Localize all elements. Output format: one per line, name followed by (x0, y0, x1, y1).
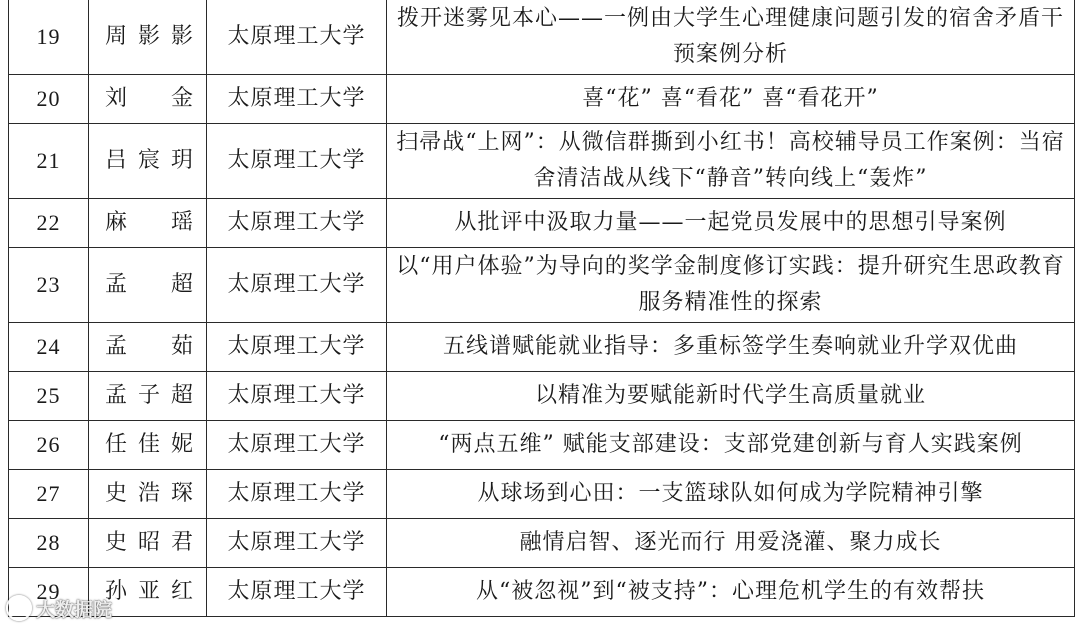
case-title: 从球场到心田：一支篮球队如何成为学院精神引擎 (387, 470, 1075, 519)
name-char: 琛 (170, 481, 194, 506)
name-char: 昭 (137, 530, 161, 555)
person-name (89, 0, 207, 75)
school-name: 太原理工大学 (207, 248, 387, 323)
case-title: 融情启智、逐光而行 用爱浇灌、聚力成长 (387, 519, 1075, 568)
row-number: 26 (9, 421, 89, 470)
name-char: 史 (105, 530, 129, 555)
person-name (89, 470, 207, 519)
name-char: 刘 (105, 86, 129, 111)
row-number: 19 (9, 0, 89, 75)
case-title: 从“被忽视”到“被支持”：心理危机学生的有效帮扶 (387, 568, 1075, 617)
name-char: 妮 (170, 432, 194, 457)
name-char: 佳 (137, 432, 161, 457)
person-name (89, 421, 207, 470)
person-name (89, 568, 207, 617)
person-name (89, 199, 207, 248)
name-char: 超 (170, 272, 194, 297)
name-char: 吕 (105, 148, 129, 173)
case-title: 喜“花” 喜“看花” 喜“看花开” (387, 75, 1075, 124)
name-char: 浩 (137, 481, 161, 506)
table-row (9, 0, 1075, 75)
row-number: 23 (9, 248, 89, 323)
person-name (89, 75, 207, 124)
row-number: 25 (9, 372, 89, 421)
table-row (9, 323, 1075, 372)
table-row (9, 519, 1075, 568)
person-name (89, 323, 207, 372)
table-row (9, 248, 1075, 323)
table-row (9, 199, 1075, 248)
school-name: 太原理工大学 (207, 0, 387, 75)
watermark-text: 大数据院 (36, 598, 113, 621)
school-name: 太原理工大学 (207, 75, 387, 124)
name-char: 瑶 (170, 210, 194, 235)
case-title: 拨开迷雾见本心——一例由大学生心理健康问题引发的宿舍矛盾干预案例分析 (387, 0, 1075, 75)
name-char: 孟 (105, 272, 129, 297)
case-title: 以“用户体验”为导向的奖学金制度修订实践：提升研究生思政教育服务精准性的探索 (387, 248, 1075, 323)
case-title: “两点五维” 赋能支部建设：支部党建创新与育人实践案例 (387, 421, 1075, 470)
school-name: 太原理工大学 (207, 519, 387, 568)
row-number: 24 (9, 323, 89, 372)
name-char: 周 (105, 24, 129, 49)
table-row (9, 568, 1075, 617)
row-number: 29 (9, 568, 89, 617)
name-char: 亚 (137, 579, 161, 604)
case-title: 从批评中汲取力量——一起党员发展中的思想引导案例 (387, 199, 1075, 248)
person-name (89, 124, 207, 199)
table-row (9, 470, 1075, 519)
table-row (9, 75, 1075, 124)
name-char: 超 (170, 383, 194, 408)
name-char: 子 (137, 383, 161, 408)
person-name (89, 248, 207, 323)
name-char: 孙 (105, 579, 129, 604)
name-char: 任 (105, 432, 129, 457)
school-name: 太原理工大学 (207, 124, 387, 199)
case-title: 以精准为要赋能新时代学生高质量就业 (387, 372, 1075, 421)
table-body (9, 0, 1075, 617)
name-char: 金 (170, 86, 194, 111)
name-char: 麻 (105, 210, 129, 235)
name-char: 君 (170, 530, 194, 555)
award-list-table (8, 0, 1075, 617)
school-name: 太原理工大学 (207, 372, 387, 421)
name-char: 史 (105, 481, 129, 506)
row-number: 27 (9, 470, 89, 519)
name-char: 孟 (105, 334, 129, 359)
name-char: 玥 (170, 148, 194, 173)
row-number: 21 (9, 124, 89, 199)
name-char: 影 (137, 24, 161, 49)
name-char: 红 (170, 579, 194, 604)
table-row (9, 372, 1075, 421)
person-name (89, 372, 207, 421)
case-title: 扫帚战“上网”：从微信群撕到小红书！高校辅导员工作案例：当宿舍清洁战从线下“静音”转向线上“轰炸” (387, 124, 1075, 199)
case-title: 五线谱赋能就业指导：多重标签学生奏响就业升学双优曲 (387, 323, 1075, 372)
name-char: 影 (170, 24, 194, 49)
table-row (9, 124, 1075, 199)
row-number: 28 (9, 519, 89, 568)
row-number: 20 (9, 75, 89, 124)
name-char: 孟 (105, 383, 129, 408)
school-name: 太原理工大学 (207, 470, 387, 519)
name-char: 宸 (137, 148, 161, 173)
person-name (89, 519, 207, 568)
school-name: 太原理工大学 (207, 199, 387, 248)
school-name: 太原理工大学 (207, 323, 387, 372)
name-char: 茹 (170, 334, 194, 359)
row-number: 22 (9, 199, 89, 248)
school-name: 太原理工大学 (207, 421, 387, 470)
table-row (9, 421, 1075, 470)
school-name: 太原理工大学 (207, 568, 387, 617)
